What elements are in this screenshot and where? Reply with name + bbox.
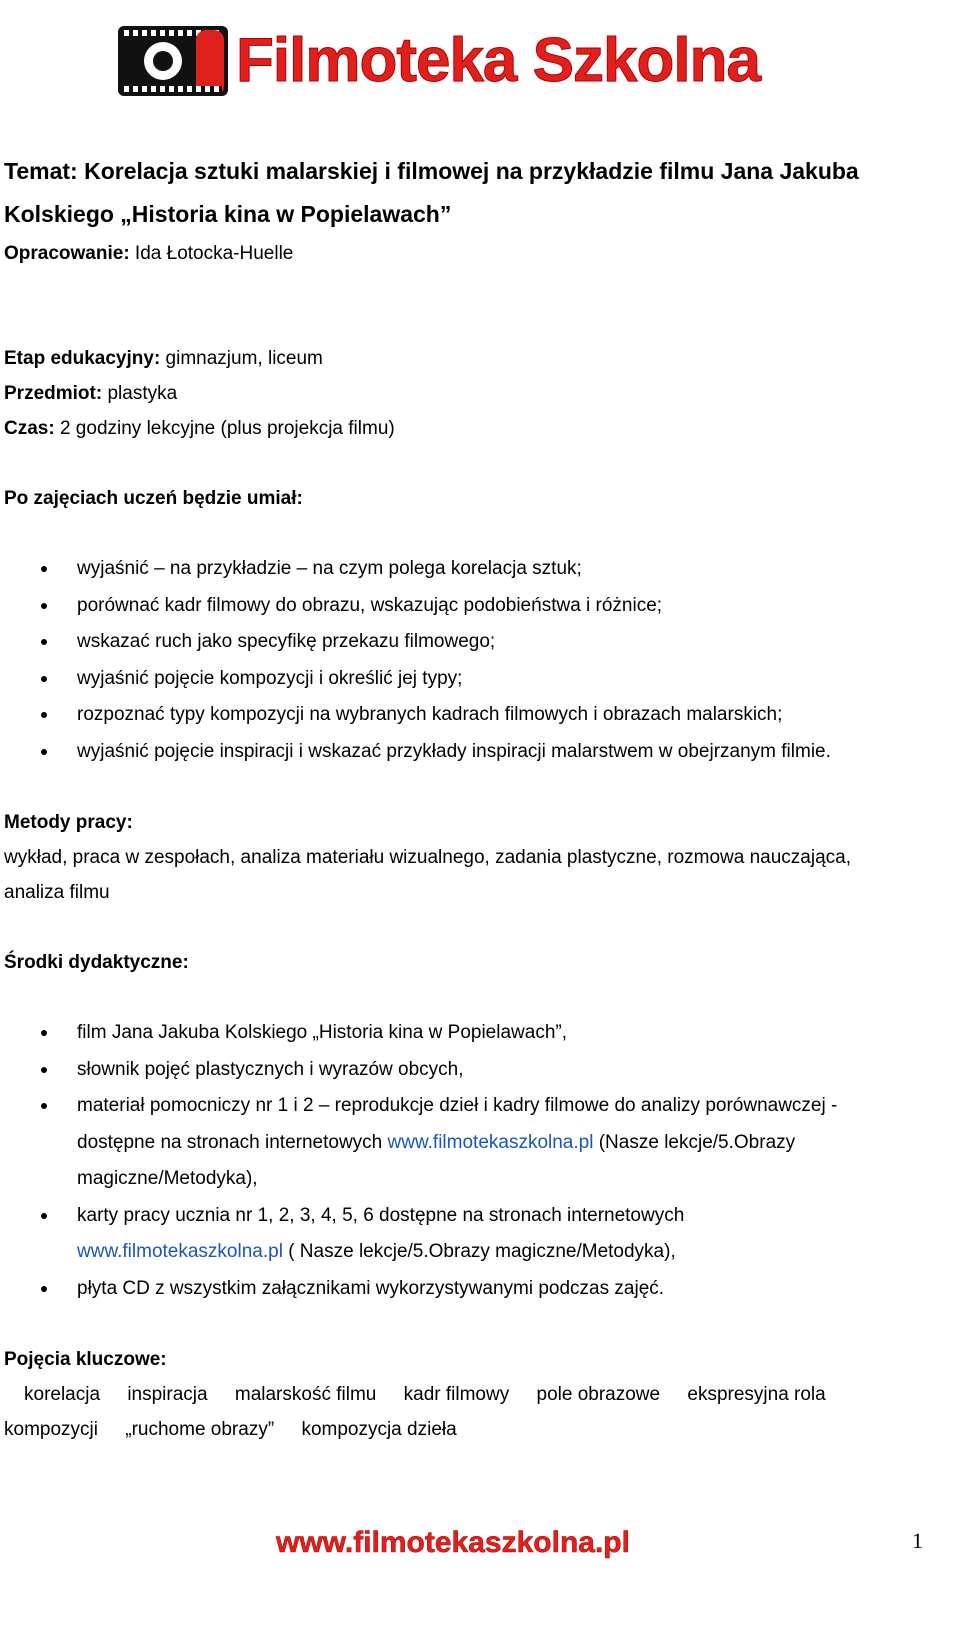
key-term: malarskość filmu — [234, 1384, 377, 1405]
list-item: porównać kadr filmowy do obrazu, wskazując podobieństwa i różnice; — [4, 588, 924, 625]
key-term: korelacja — [24, 1384, 101, 1405]
meta-stage: Etap edukacyjny: gimnazjum, liceum — [4, 348, 323, 369]
key-terms-line-1 — [4, 1377, 924, 1412]
list-item: film Jana Jakuba Kolskiego „Historia kina w Popielawach”, — [4, 1015, 924, 1052]
list-item: słownik pojęć plastycznych i wyrazów obcych, — [4, 1052, 924, 1089]
key-term: kadr filmowy — [403, 1384, 510, 1405]
key-term: pole obrazowe — [536, 1384, 661, 1405]
document-body — [4, 150, 924, 1447]
key-terms-heading: Pojęcia kluczowe: — [4, 1349, 167, 1370]
author-line: Opracowanie: Ida Łotocka-Huelle — [4, 243, 294, 264]
filmoteka-logo — [118, 22, 818, 100]
website-link[interactable]: www.filmotekaszkolna.pl — [77, 1241, 283, 1262]
meta-subject: Przedmiot: plastyka — [4, 383, 178, 404]
resources-list — [4, 1015, 924, 1307]
goals-list — [4, 551, 924, 770]
film-reel-icon — [118, 26, 228, 96]
list-item: materiał pomocniczy nr 1 i 2 – reprodukcje dzieł i kadry filmowe do analizy porównawczej - dostępne na stronach internetowych www.filmotekaszkolna.pl (Nasze lekcje/5.Obrazy magiczne/Metodyka), — [4, 1088, 924, 1198]
meta-time: Czas: 2 godziny lekcyjne (plus projekcja filmu) — [4, 418, 395, 439]
list-item: wskazać ruch jako specyfikę przekazu filmowego; — [4, 624, 924, 661]
footer-url[interactable]: www.filmotekaszkolna.pl — [276, 1526, 630, 1559]
key-term: kompozycja dzieła — [301, 1419, 457, 1440]
page-number: 1 — [912, 1528, 923, 1553]
website-link[interactable]: www.filmotekaszkolna.pl — [387, 1131, 594, 1153]
list-item: wyjaśnić pojęcie inspiracji i wskazać przykłady inspiracji malarstwem w obejrzanym filmie. — [4, 734, 924, 771]
goals-heading: Po zajęciach uczeń będzie umiał: — [4, 488, 303, 509]
key-term: ekspresyjna rola — [687, 1384, 826, 1405]
list-item: wyjaśnić – na przykładzie – na czym polega korelacja sztuk; — [4, 551, 924, 588]
logo-text: Filmoteka Szkolna — [236, 26, 760, 95]
key-terms-line-2 — [4, 1412, 924, 1447]
list-item: karty pracy ucznia nr 1, 2, 3, 4, 5, 6 dostępne na stronach internetowych www.filmotekaszkolna.pl ( Nasze lekcje/5.Obrazy magiczne/Metodyka), — [4, 1198, 924, 1271]
list-item: wyjaśnić pojęcie kompozycji i określić jej typy; — [4, 661, 924, 698]
list-item: rozpoznać typy kompozycji na wybranych kadrach filmowych i obrazach malarskich; — [4, 697, 924, 734]
lesson-title: Temat: Korelacja sztuki malarskiej i filmowej na przykładzie filmu Jana Jakuba Kolskiego „Historia kina w Popielawach” — [4, 158, 859, 227]
resources-heading: Środki dydaktyczne: — [4, 952, 189, 973]
methods-text-1: wykład, praca w zespołach, analiza materiału wizualnego, zadania plastyczne, rozmowa nauczająca, — [4, 847, 852, 868]
key-term: inspiracja — [127, 1384, 208, 1405]
list-item: płyta CD z wszystkim załącznikami wykorzystywanymi podczas zajęć. — [4, 1271, 924, 1308]
methods-heading: Metody pracy: — [4, 812, 133, 833]
key-term: „ruchome obrazy” — [125, 1419, 275, 1440]
key-term: kompozycji — [4, 1419, 98, 1440]
methods-text-2: analiza filmu — [4, 882, 110, 903]
